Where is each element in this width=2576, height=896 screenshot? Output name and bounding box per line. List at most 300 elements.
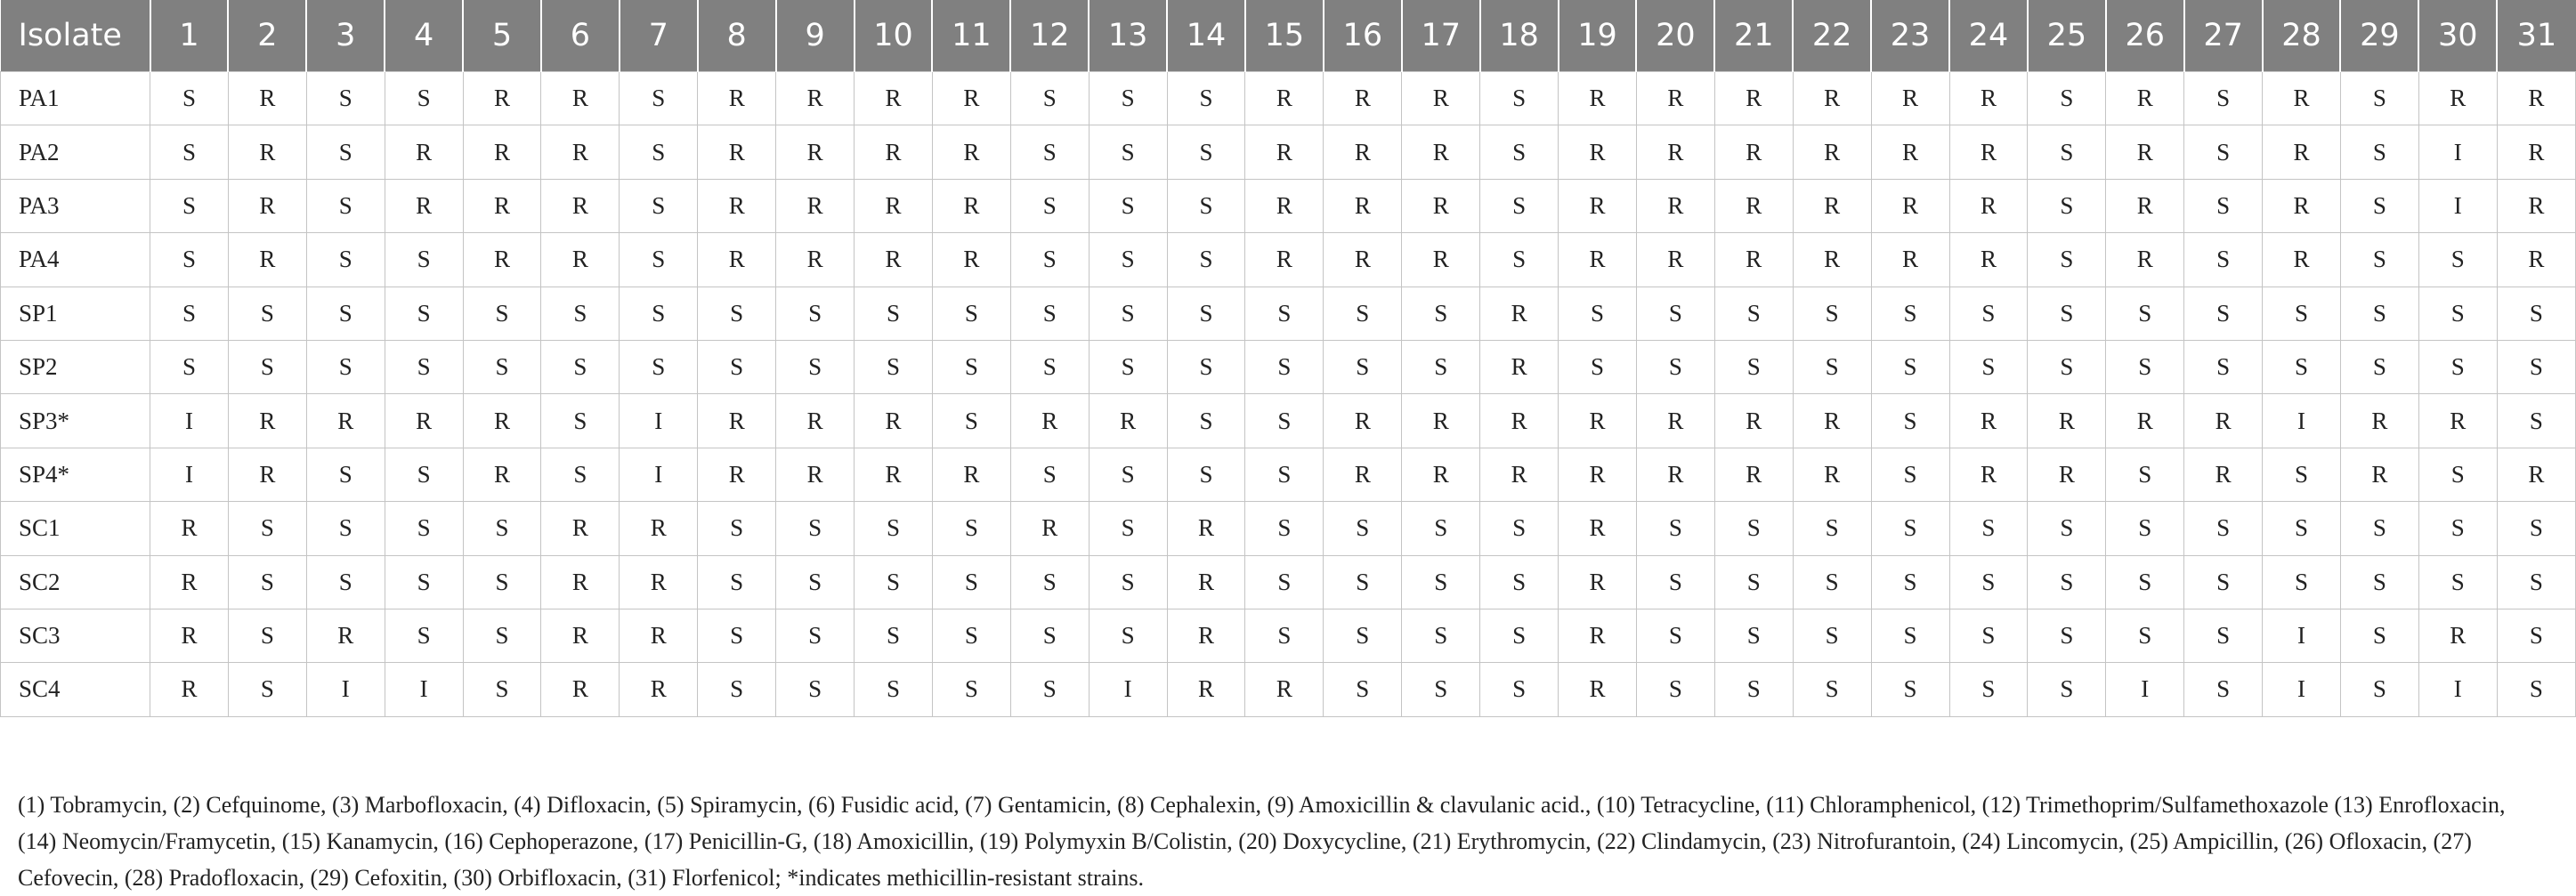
susceptibility-cell: S — [1949, 502, 2028, 555]
column-header-31: 31 — [2497, 0, 2575, 72]
susceptibility-cell: S — [385, 555, 463, 609]
susceptibility-cell: S — [1245, 340, 1324, 393]
susceptibility-cell: S — [1402, 287, 1480, 340]
susceptibility-cell: S — [776, 555, 855, 609]
susceptibility-cell: R — [1636, 125, 1714, 179]
table-row — [1, 555, 2576, 609]
susceptibility-cell: R — [228, 394, 306, 448]
susceptibility-cell: I — [2263, 609, 2341, 662]
susceptibility-cell: R — [1167, 555, 1245, 609]
susceptibility-cell: S — [1324, 340, 1402, 393]
susceptibility-cell: R — [228, 448, 306, 501]
susceptibility-cell: I — [620, 448, 698, 501]
susceptibility-cell: R — [1636, 394, 1714, 448]
susceptibility-cell: S — [855, 340, 933, 393]
susceptibility-cell: R — [2340, 394, 2418, 448]
susceptibility-cell: R — [1010, 394, 1089, 448]
susceptibility-cell: R — [2263, 72, 2341, 125]
susceptibility-cell: S — [1089, 125, 1167, 179]
susceptibility-cell: R — [2184, 394, 2263, 448]
footnote-line-3: Cefovecin, (28) Pradofloxacin, (29) Cefoxitin, (30) Orbifloxacin, (31) Florfenicol; *indicates methicillin-resistant strains. — [18, 865, 1144, 891]
susceptibility-cell: S — [2184, 609, 2263, 662]
susceptibility-cell: S — [1324, 555, 1402, 609]
susceptibility-cell: R — [2340, 448, 2418, 501]
susceptibility-cell: S — [1871, 287, 1949, 340]
isolate-name-cell: PA3 — [1, 179, 150, 232]
susceptibility-cell: S — [2340, 72, 2418, 125]
susceptibility-cell: R — [541, 179, 620, 232]
susceptibility-cell: S — [1559, 340, 1637, 393]
column-header-22: 22 — [1793, 0, 1871, 72]
susceptibility-cell: S — [306, 555, 385, 609]
isolate-name-cell: SC2 — [1, 555, 150, 609]
susceptibility-cell: R — [1402, 233, 1480, 287]
susceptibility-cell: S — [1480, 72, 1559, 125]
susceptibility-cell: R — [932, 233, 1010, 287]
susceptibility-cell: S — [776, 340, 855, 393]
column-header-28: 28 — [2263, 0, 2341, 72]
susceptibility-cell: S — [1871, 609, 1949, 662]
susceptibility-cell: R — [1245, 72, 1324, 125]
susceptibility-cell: R — [541, 233, 620, 287]
susceptibility-cell: S — [2418, 287, 2497, 340]
susceptibility-cell: R — [1402, 125, 1480, 179]
susceptibility-cell: S — [2028, 502, 2106, 555]
susceptibility-cell: S — [855, 287, 933, 340]
susceptibility-cell: R — [2263, 179, 2341, 232]
susceptibility-cell: I — [1089, 663, 1167, 716]
susceptibility-cell: R — [698, 233, 776, 287]
susceptibility-cell: R — [620, 555, 698, 609]
susceptibility-cell: S — [1245, 394, 1324, 448]
susceptibility-cell: R — [1167, 502, 1245, 555]
isolate-name-cell: SP4* — [1, 448, 150, 501]
susceptibility-cell: R — [541, 663, 620, 716]
susceptibility-cell: S — [306, 125, 385, 179]
susceptibility-cell: S — [1793, 609, 1871, 662]
susceptibility-cell: R — [1245, 663, 1324, 716]
susceptibility-cell: I — [2418, 663, 2497, 716]
susceptibility-cell: S — [463, 287, 541, 340]
susceptibility-cell: R — [150, 663, 229, 716]
susceptibility-cell: S — [1793, 340, 1871, 393]
susceptibility-cell: S — [1167, 394, 1245, 448]
susceptibility-cell: S — [2106, 340, 2184, 393]
susceptibility-cell: S — [1949, 609, 2028, 662]
susceptibility-cell: S — [306, 340, 385, 393]
table-row — [1, 72, 2576, 125]
susceptibility-cell: R — [1949, 394, 2028, 448]
susceptibility-cell: S — [385, 609, 463, 662]
susceptibility-cell: I — [385, 663, 463, 716]
susceptibility-cell: I — [2263, 663, 2341, 716]
susceptibility-cell: R — [2497, 448, 2575, 501]
susceptibility-cell: R — [541, 72, 620, 125]
susceptibility-cell: S — [1089, 448, 1167, 501]
susceptibility-cell: R — [2106, 394, 2184, 448]
susceptibility-cell: S — [2497, 663, 2575, 716]
susceptibility-cell: S — [698, 609, 776, 662]
susceptibility-cell: R — [776, 233, 855, 287]
susceptibility-cell: S — [932, 502, 1010, 555]
susceptibility-cell: S — [2028, 125, 2106, 179]
column-header-9: 9 — [776, 0, 855, 72]
susceptibility-cell: R — [1324, 125, 1402, 179]
susceptibility-cell: R — [228, 125, 306, 179]
susceptibility-cell: R — [2263, 233, 2341, 287]
susceptibility-cell: S — [1871, 394, 1949, 448]
susceptibility-cell: I — [2418, 179, 2497, 232]
susceptibility-cell: S — [2028, 233, 2106, 287]
susceptibility-cell: S — [932, 340, 1010, 393]
column-header-16: 16 — [1324, 0, 1402, 72]
susceptibility-cell: S — [463, 663, 541, 716]
susceptibility-cell: S — [1089, 340, 1167, 393]
susceptibility-cell: S — [150, 72, 229, 125]
susceptibility-cell: I — [306, 663, 385, 716]
susceptibility-cell: S — [1167, 233, 1245, 287]
susceptibility-cell: I — [620, 394, 698, 448]
susceptibility-cell: R — [776, 179, 855, 232]
susceptibility-cell: S — [1167, 72, 1245, 125]
susceptibility-cell: I — [2418, 125, 2497, 179]
susceptibility-cell: R — [1559, 555, 1637, 609]
table-row — [1, 502, 2576, 555]
table-row — [1, 287, 2576, 340]
susceptibility-cell: S — [1636, 555, 1714, 609]
susceptibility-cell: R — [776, 72, 855, 125]
susceptibility-cell: R — [1402, 72, 1480, 125]
column-header-isolate: Isolate — [1, 0, 150, 72]
susceptibility-cell: R — [1089, 394, 1167, 448]
susceptibility-cell: S — [463, 555, 541, 609]
column-header-15: 15 — [1245, 0, 1324, 72]
susceptibility-cell: R — [776, 394, 855, 448]
susceptibility-cell: R — [698, 125, 776, 179]
susceptibility-cell: S — [2497, 340, 2575, 393]
susceptibility-cell: S — [1167, 125, 1245, 179]
column-header-10: 10 — [855, 0, 933, 72]
table-row — [1, 663, 2576, 716]
susceptibility-cell: S — [1949, 555, 2028, 609]
susceptibility-cell: S — [2106, 609, 2184, 662]
susceptibility-cell: S — [1714, 287, 1793, 340]
table-row — [1, 394, 2576, 448]
susceptibility-cell: S — [2497, 287, 2575, 340]
susceptibility-cell: S — [620, 287, 698, 340]
susceptibility-cell: R — [932, 448, 1010, 501]
susceptibility-cell: S — [1793, 663, 1871, 716]
column-header-8: 8 — [698, 0, 776, 72]
susceptibility-cell: R — [620, 502, 698, 555]
column-header-25: 25 — [2028, 0, 2106, 72]
susceptibility-cell: R — [150, 502, 229, 555]
susceptibility-cell: S — [2497, 394, 2575, 448]
susceptibility-cell: S — [1714, 555, 1793, 609]
table-footnote — [18, 787, 2564, 896]
susceptibility-cell: S — [2028, 663, 2106, 716]
susceptibility-cell: R — [1480, 394, 1559, 448]
susceptibility-cell: S — [1245, 555, 1324, 609]
isolate-name-cell: SP3* — [1, 394, 150, 448]
susceptibility-cell: S — [1245, 502, 1324, 555]
susceptibility-cell: S — [1167, 179, 1245, 232]
susceptibility-cell: S — [228, 609, 306, 662]
susceptibility-cell: S — [385, 448, 463, 501]
susceptibility-cell: S — [2340, 125, 2418, 179]
susceptibility-cell: S — [1871, 340, 1949, 393]
susceptibility-cell: S — [2028, 72, 2106, 125]
column-header-2: 2 — [228, 0, 306, 72]
table-row — [1, 233, 2576, 287]
susceptibility-cell: R — [1559, 125, 1637, 179]
susceptibility-cell: I — [2106, 663, 2184, 716]
column-header-18: 18 — [1480, 0, 1559, 72]
susceptibility-cell: R — [2106, 125, 2184, 179]
susceptibility-cell: S — [2028, 179, 2106, 232]
susceptibility-cell: S — [2028, 340, 2106, 393]
susceptibility-cell: S — [620, 233, 698, 287]
susceptibility-cell: S — [541, 287, 620, 340]
susceptibility-cell: R — [2028, 394, 2106, 448]
susceptibility-cell: S — [1245, 609, 1324, 662]
susceptibility-cell: R — [1324, 448, 1402, 501]
footnote-line-2: (14) Neomycin/Framycetin, (15) Kanamycin, (16) Cephoperazone, (17) Penicillin-G, (18) Amoxicillin, (19) Polymyxin B/Colistin, (20) Doxycycline, (21) Erythromycin, (22) Clindamycin, (23) Nitrofurantoin, (24) Lincomycin, (25) Ampicillin, (26) Ofloxacin, (27) — [18, 828, 2472, 854]
column-header-4: 4 — [385, 0, 463, 72]
susceptibility-cell: S — [855, 663, 933, 716]
susceptibility-cell: S — [1949, 663, 2028, 716]
susceptibility-cell: S — [385, 287, 463, 340]
susceptibility-cell: S — [1793, 502, 1871, 555]
susceptibility-cell: R — [1480, 448, 1559, 501]
susceptibility-cell: S — [2263, 555, 2341, 609]
susceptibility-cell: S — [1324, 287, 1402, 340]
susceptibility-cell: R — [306, 394, 385, 448]
susceptibility-cell: S — [228, 287, 306, 340]
susceptibility-cell: R — [463, 179, 541, 232]
susceptibility-cell: R — [463, 125, 541, 179]
column-header-21: 21 — [1714, 0, 1793, 72]
susceptibility-cell: S — [306, 179, 385, 232]
susceptibility-cell: S — [1245, 448, 1324, 501]
susceptibility-cell: R — [2497, 125, 2575, 179]
susceptibility-cell: S — [1480, 609, 1559, 662]
susceptibility-cell: R — [1559, 179, 1637, 232]
susceptibility-cell: S — [620, 125, 698, 179]
susceptibility-cell: R — [1559, 394, 1637, 448]
table-row — [1, 340, 2576, 393]
susceptibility-cell: S — [1245, 287, 1324, 340]
isolate-name-cell: SP1 — [1, 287, 150, 340]
susceptibility-cell: R — [385, 179, 463, 232]
table-row — [1, 448, 2576, 501]
susceptibility-cell: S — [2340, 340, 2418, 393]
susceptibility-cell: S — [306, 502, 385, 555]
susceptibility-cell: R — [541, 502, 620, 555]
susceptibility-cell: S — [306, 233, 385, 287]
susceptibility-cell: S — [1871, 502, 1949, 555]
susceptibility-cell: S — [1636, 340, 1714, 393]
susceptibility-cell: I — [150, 394, 229, 448]
column-header-29: 29 — [2340, 0, 2418, 72]
susceptibility-cell: R — [932, 179, 1010, 232]
column-header-30: 30 — [2418, 0, 2497, 72]
susceptibility-cell: R — [1402, 394, 1480, 448]
susceptibility-cell: R — [1559, 72, 1637, 125]
susceptibility-cell: S — [385, 72, 463, 125]
susceptibility-cell: R — [1714, 125, 1793, 179]
susceptibility-cell: R — [1636, 448, 1714, 501]
susceptibility-cell: R — [1871, 72, 1949, 125]
susceptibility-cell: R — [1871, 179, 1949, 232]
column-header-24: 24 — [1949, 0, 2028, 72]
susceptibility-cell: R — [620, 663, 698, 716]
susceptibility-cell: R — [541, 609, 620, 662]
susceptibility-cell: R — [1871, 233, 1949, 287]
susceptibility-cell: R — [463, 233, 541, 287]
susceptibility-cell: S — [541, 394, 620, 448]
susceptibility-cell: S — [1636, 287, 1714, 340]
susceptibility-cell: R — [2028, 448, 2106, 501]
susceptibility-cell: R — [1714, 448, 1793, 501]
susceptibility-cell: R — [2418, 394, 2497, 448]
susceptibility-cell: R — [1480, 340, 1559, 393]
susceptibility-cell: S — [2263, 448, 2341, 501]
table-row — [1, 609, 2576, 662]
susceptibility-cell: S — [1949, 340, 2028, 393]
isolate-name-cell: SC4 — [1, 663, 150, 716]
susceptibility-cell: S — [1010, 609, 1089, 662]
susceptibility-cell: S — [2340, 663, 2418, 716]
susceptibility-cell: S — [2340, 233, 2418, 287]
susceptibility-cell: S — [1010, 72, 1089, 125]
susceptibility-cell: S — [2340, 179, 2418, 232]
isolate-name-cell: PA4 — [1, 233, 150, 287]
susceptibility-cell: R — [1949, 233, 2028, 287]
susceptibility-cell: R — [855, 233, 933, 287]
susceptibility-cell: R — [698, 394, 776, 448]
susceptibility-cell: S — [855, 502, 933, 555]
susceptibility-cell: R — [855, 125, 933, 179]
susceptibility-cell: S — [306, 72, 385, 125]
susceptibility-cell: R — [1324, 233, 1402, 287]
susceptibility-cell: S — [776, 663, 855, 716]
susceptibility-cell: R — [1559, 502, 1637, 555]
column-header-23: 23 — [1871, 0, 1949, 72]
susceptibility-cell: R — [1949, 179, 2028, 232]
susceptibility-cell: S — [1402, 663, 1480, 716]
susceptibility-cell: S — [1793, 287, 1871, 340]
susceptibility-cell: R — [1949, 448, 2028, 501]
susceptibility-cell: R — [1793, 72, 1871, 125]
susceptibility-cell: S — [150, 340, 229, 393]
susceptibility-cell: R — [228, 72, 306, 125]
susceptibility-cell: S — [932, 287, 1010, 340]
susceptibility-cell: S — [2184, 233, 2263, 287]
susceptibility-cell: R — [1559, 609, 1637, 662]
column-header-5: 5 — [463, 0, 541, 72]
susceptibility-cell: R — [463, 394, 541, 448]
table-body — [1, 72, 2576, 717]
susceptibility-cell: S — [2184, 663, 2263, 716]
susceptibility-cell: S — [1402, 609, 1480, 662]
susceptibility-cell: S — [855, 609, 933, 662]
isolate-name-cell: SC3 — [1, 609, 150, 662]
susceptibility-cell: S — [2418, 555, 2497, 609]
column-header-13: 13 — [1089, 0, 1167, 72]
susceptibility-cell: S — [1714, 340, 1793, 393]
susceptibility-cell: S — [228, 555, 306, 609]
susceptibility-cell: R — [1559, 448, 1637, 501]
susceptibility-cell: S — [855, 555, 933, 609]
susceptibility-cell: S — [1089, 609, 1167, 662]
susceptibility-cell: S — [2340, 555, 2418, 609]
susceptibility-cell: S — [1089, 72, 1167, 125]
susceptibility-cell: S — [385, 233, 463, 287]
column-header-6: 6 — [541, 0, 620, 72]
susceptibility-cell: S — [228, 502, 306, 555]
column-header-17: 17 — [1402, 0, 1480, 72]
susceptibility-cell: S — [2340, 502, 2418, 555]
column-header-7: 7 — [620, 0, 698, 72]
susceptibility-cell: R — [1793, 394, 1871, 448]
susceptibility-cell: R — [2263, 125, 2341, 179]
susceptibility-cell: S — [1167, 448, 1245, 501]
susceptibility-cell: S — [1167, 287, 1245, 340]
susceptibility-cell: S — [1089, 233, 1167, 287]
susceptibility-cell: S — [463, 340, 541, 393]
susceptibility-cell: R — [620, 609, 698, 662]
susceptibility-cell: R — [1949, 125, 2028, 179]
susceptibility-cell: R — [855, 179, 933, 232]
susceptibility-cell: S — [2028, 555, 2106, 609]
susceptibility-cell: S — [2340, 609, 2418, 662]
susceptibility-cell: S — [1402, 340, 1480, 393]
susceptibility-cell: R — [1559, 663, 1637, 716]
susceptibility-cell: R — [385, 125, 463, 179]
susceptibility-cell: R — [1402, 448, 1480, 501]
susceptibility-cell: S — [1010, 663, 1089, 716]
susceptibility-cell: R — [463, 448, 541, 501]
susceptibility-cell: R — [541, 125, 620, 179]
susceptibility-cell: R — [1871, 125, 1949, 179]
column-header-26: 26 — [2106, 0, 2184, 72]
susceptibility-cell: R — [2497, 72, 2575, 125]
susceptibility-cell: S — [1010, 448, 1089, 501]
susceptibility-cell: S — [776, 609, 855, 662]
column-header-1: 1 — [150, 0, 229, 72]
susceptibility-cell: R — [2184, 448, 2263, 501]
susceptibility-cell: R — [2418, 609, 2497, 662]
susceptibility-cell: S — [541, 448, 620, 501]
susceptibility-cell: R — [698, 448, 776, 501]
susceptibility-cell: S — [698, 502, 776, 555]
susceptibility-cell: S — [2106, 287, 2184, 340]
susceptibility-cell: R — [1480, 287, 1559, 340]
susceptibility-cell: S — [698, 340, 776, 393]
susceptibility-cell: S — [150, 233, 229, 287]
susceptibility-cell: R — [2106, 179, 2184, 232]
susceptibility-cell: S — [2418, 233, 2497, 287]
susceptibility-cell: S — [932, 663, 1010, 716]
susceptibility-cell: S — [385, 502, 463, 555]
susceptibility-cell: S — [698, 287, 776, 340]
susceptibility-cell: R — [1793, 179, 1871, 232]
susceptibility-cell: S — [1402, 555, 1480, 609]
susceptibility-cell: R — [2497, 179, 2575, 232]
susceptibility-cell: R — [1793, 125, 1871, 179]
susceptibility-cell: S — [1714, 609, 1793, 662]
